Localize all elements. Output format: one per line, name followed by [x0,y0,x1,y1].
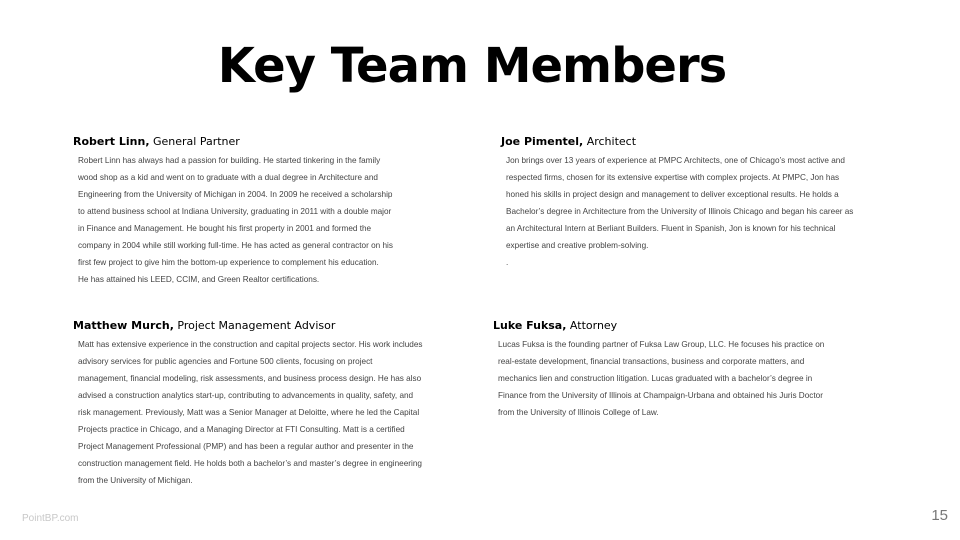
bio-line: advised a construction analytics start-up, contributing to advancements in quality, safety, and [78,391,414,400]
bio-line: Project Management Professional (PMP) and has been a regular author and presenter in the [78,442,414,451]
member-heading [501,134,853,150]
bio-line: first few project to give him the bottom-up experience to complement his education. [78,258,379,267]
bio-line: Projects practice in Chicago, and a Managing Director at FTI Consulting. Matt is a certified [78,425,405,434]
bio-line: expertise and creative problem-solving. [506,241,649,250]
member-name: Robert Linn, [73,135,150,148]
member-role: Attorney [569,319,618,332]
bio-line: Bachelor’s degree in Architecture from the University of Illinois Chicago and began his career as [506,207,854,216]
bio-line: Robert Linn has always had a passion for building. He started tinkering in the family [78,156,381,165]
footer-brand: PointBP.com [22,513,79,524]
member-bio [73,336,423,489]
bio-line: to attend business school at Indiana University, graduating in 2011 with a double major [78,207,392,216]
team-member-matthew-murch [73,318,423,489]
member-heading [493,318,824,334]
bio-line: Matt has extensive experience in the construction and capital projects sector. His work includes [78,340,423,349]
bio-line: . [506,258,509,267]
member-role: Project Management Advisor [177,319,336,332]
bio-line: construction management field. He holds both a bachelor’s and master’s degree in engineering [78,459,422,468]
bio-line: company in 2004 while still working full-time. He has acted as general contractor on his [78,241,393,250]
bio-line: from the University of Illinois College of Law. [498,408,659,417]
member-name: Luke Fuksa, [493,319,567,332]
member-heading [73,318,423,334]
bio-line: Lucas Fuksa is the founding partner of Fuksa Law Group, LLC. He focuses his practice on [498,340,825,349]
bio-line: management, financial modeling, risk assessments, and business process design. He has also [78,374,422,383]
bio-line: mechanics lien and construction litigation. Lucas graduated with a bachelor’s degree in [498,374,813,383]
bio-line: wood shop as a kid and went on to graduate with a dual degree in Architecture and [78,173,378,182]
bio-line: Jon brings over 13 years of experience at PMPC Architects, one of Chicago’s most active and [506,156,845,165]
bio-line: respected firms, chosen for its extensive expertise with complex projects. At PMPC, Jon has [506,173,840,182]
page-number: 15 [931,507,948,524]
member-bio [501,152,853,271]
bio-line: risk management. Previously, Matt was a Senior Manager at Deloitte, where he led the Capital [78,408,420,417]
team-member-robert-linn [73,134,393,288]
team-member-joe-pimentel [501,134,853,271]
bio-line: from the University of Michigan. [78,476,193,485]
bio-line: advisory services for public agencies and Fortune 500 clients, focusing on project [78,357,373,366]
member-bio [493,336,824,421]
bio-line: He has attained his LEED, CCIM, and Green Realtor certifications. [78,275,320,284]
bio-line: Finance from the University of Illinois at Champaign-Urbana and obtained his Juris Doctor [498,391,823,400]
team-member-luke-fuksa [493,318,824,421]
bio-line: an Architectural Intern at Berliant Builders. Fluent in Spanish, Jon is known for his technical [506,224,836,233]
bio-line: Engineering from the University of Michigan in 2004. In 2009 he received a scholarship [78,190,393,199]
bio-line: real-estate development, financial transactions, business and corporate matters, and [498,357,805,366]
bio-line: in Finance and Management. He bought his first property in 2001 and formed the [78,224,372,233]
bio-line: honed his skills in project design and management to deliver exceptional results. He holds a [506,190,839,199]
member-role: General Partner [153,135,240,148]
slide-title: Key Team Members [217,38,727,94]
member-bio [73,152,393,288]
member-name: Joe Pimentel, [501,135,584,148]
member-heading [73,134,393,150]
member-role: Architect [586,135,637,148]
member-name: Matthew Murch, [73,319,174,332]
